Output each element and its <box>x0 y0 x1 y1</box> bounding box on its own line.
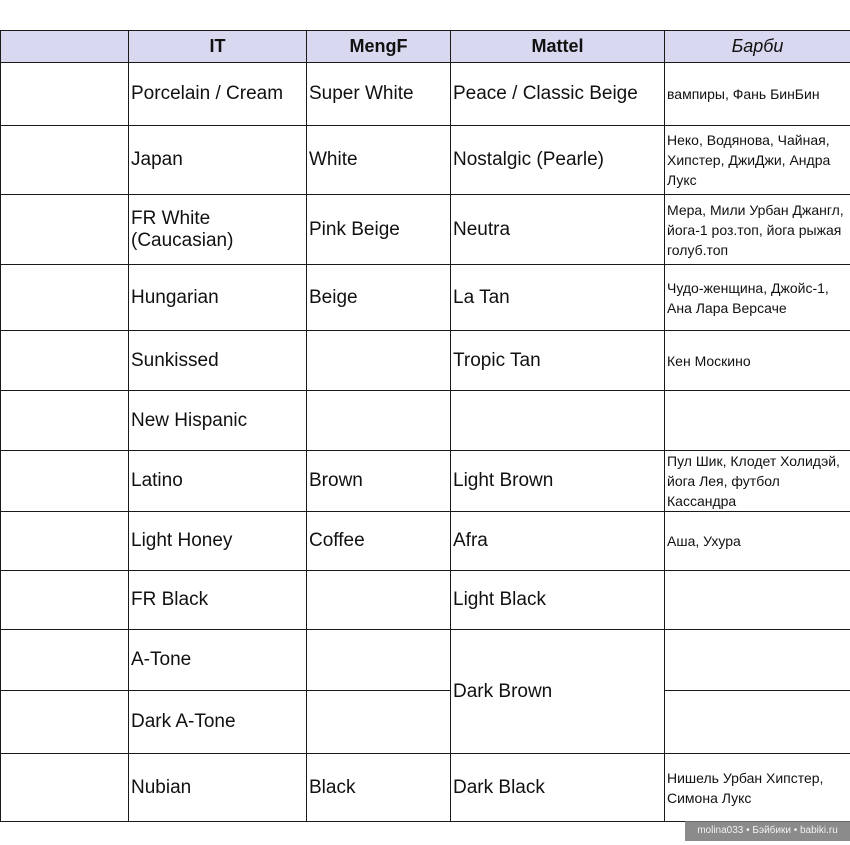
header-mattel: Mattel <box>451 31 665 63</box>
header-barbie: Барби <box>665 31 850 63</box>
skin-tone-table <box>0 30 850 822</box>
barbie-dolls <box>665 391 850 451</box>
barbie-dolls: Пул Шик, Клодет Холидэй, йога Лея, футбол Кассандра <box>665 451 850 512</box>
table-row <box>1 451 850 512</box>
mattel-name: Neutra <box>451 195 665 265</box>
mengf-name: Super White <box>307 63 451 126</box>
barbie-dolls: Нишель Урбан Хипстер, Симона Лукс <box>665 754 850 822</box>
mattel-name: Peace / Classic Beige <box>451 63 665 126</box>
it-name: Hungarian <box>129 265 307 331</box>
table-row <box>1 571 850 630</box>
it-name: FR White (Caucasian) <box>129 195 307 265</box>
mattel-name: Tropic Tan <box>451 331 665 391</box>
table-row <box>1 512 850 571</box>
mengf-name: Pink Beige <box>307 195 451 265</box>
it-name: Latino <box>129 451 307 512</box>
mengf-name: Black <box>307 754 451 822</box>
table-row <box>1 195 850 265</box>
barbie-dolls: Неко, Водянова, Чайная, Хипстер, ДжиДжи, Андра Лукс <box>665 126 850 195</box>
barbie-dolls <box>665 691 850 754</box>
header-row <box>1 31 850 63</box>
mengf-name: Coffee <box>307 512 451 571</box>
it-name: New Hispanic <box>129 391 307 451</box>
barbie-dolls <box>665 571 850 630</box>
mengf-name: Beige <box>307 265 451 331</box>
barbie-dolls <box>665 630 850 691</box>
mattel-name: Afra <box>451 512 665 571</box>
barbie-dolls: Аша, Ухура <box>665 512 850 571</box>
mattel-name: Nostalgic (Pearle) <box>451 126 665 195</box>
table-row <box>1 126 850 195</box>
barbie-dolls: Чудо-женщина, Джойс-1, Ана Лара Версаче <box>665 265 850 331</box>
mengf-name <box>307 331 451 391</box>
table-row <box>1 331 850 391</box>
it-name: Nubian <box>129 754 307 822</box>
mengf-name: White <box>307 126 451 195</box>
barbie-dolls: вампиры, Фань БинБин <box>665 63 850 126</box>
mengf-name: Brown <box>307 451 451 512</box>
mattel-name: La Tan <box>451 265 665 331</box>
watermark: molina033 • Бэйбики • babiki.ru <box>685 821 850 841</box>
mengf-name <box>307 391 451 451</box>
mattel-name: Light Brown <box>451 451 665 512</box>
mengf-name <box>307 571 451 630</box>
it-name: Dark A-Tone <box>129 691 307 754</box>
it-name: FR Black <box>129 571 307 630</box>
mengf-name <box>307 691 451 754</box>
header-mengf: MengF <box>307 31 451 63</box>
header-it: IT <box>129 31 307 63</box>
mattel-name <box>451 391 665 451</box>
table-row <box>1 691 850 754</box>
barbie-dolls: Мера, Мили Урбан Джангл, йога-1 роз.топ, йога рыжая голуб.топ <box>665 195 850 265</box>
mattel-name: Light Black <box>451 571 665 630</box>
table-row <box>1 630 850 691</box>
mattel-name: Dark Brown <box>451 630 665 754</box>
it-name: Sunkissed <box>129 331 307 391</box>
it-name: Japan <box>129 126 307 195</box>
table-row <box>1 754 850 822</box>
it-name: Porcelain / Cream <box>129 63 307 126</box>
table-row <box>1 391 850 451</box>
table-row <box>1 63 850 126</box>
header-swatch <box>1 31 129 63</box>
mattel-name: Dark Black <box>451 754 665 822</box>
it-name: Light Honey <box>129 512 307 571</box>
table-row <box>1 265 850 331</box>
barbie-dolls: Кен Москино <box>665 331 850 391</box>
it-name: A-Tone <box>129 630 307 691</box>
mengf-name <box>307 630 451 691</box>
